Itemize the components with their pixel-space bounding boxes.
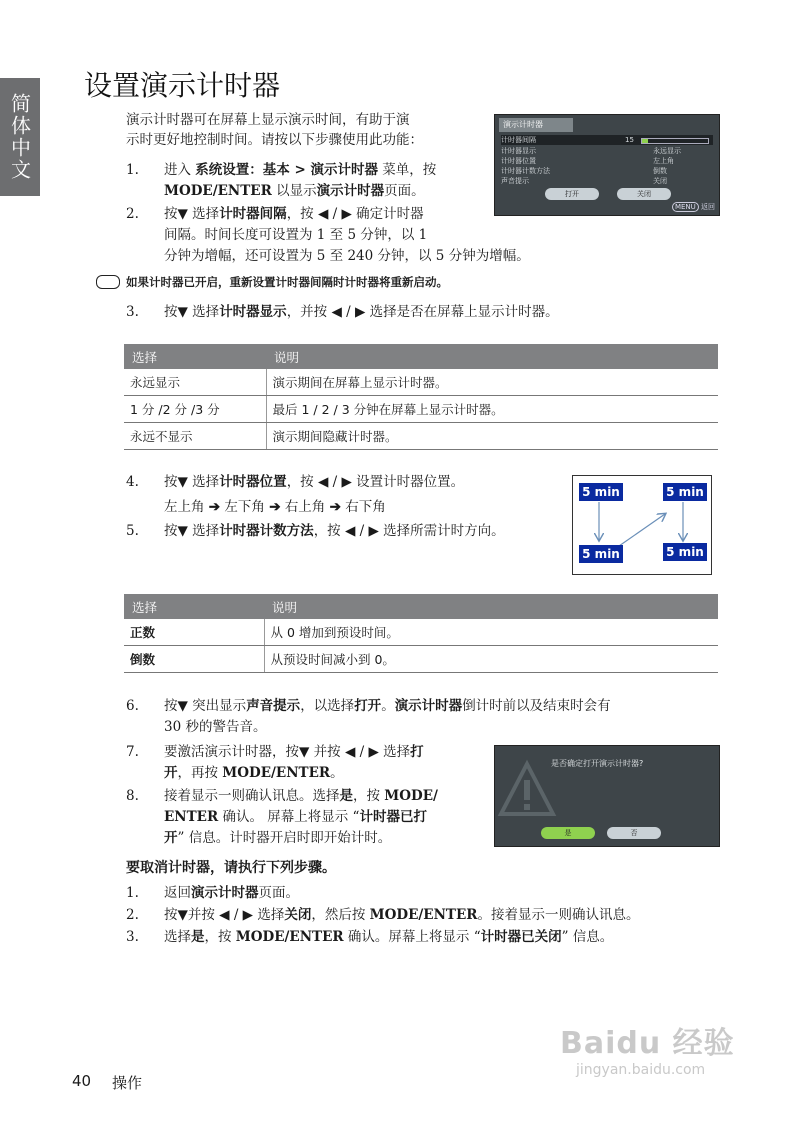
table-header: 说明 <box>264 594 718 619</box>
intro-line-2: 示时更好地控制时间。请按以下步骤使用此功能： <box>126 132 423 148</box>
step2-line3: 分钟为增幅，还可设置为 5 至 240 分钟，以 5 分钟为增幅。 <box>164 248 530 264</box>
pointing-hand-icon <box>96 275 120 289</box>
table-row: 永远显示 演示期间在屏幕上显示计时器。 <box>124 369 718 396</box>
step-number: 7. <box>126 744 139 760</box>
step-number: 3. <box>126 304 139 320</box>
step6-line1: 按▼ 突出显示声音提示，以选择打开。演示计时器倒计时前以及结束时会有 <box>164 698 611 714</box>
confirm-dialog-screenshot <box>494 745 720 847</box>
table-row: 1 分 /2 分 /3 分 最后 1 / 2 / 3 分钟在屏幕上显示计时器。 <box>124 396 718 423</box>
menu-row: 声音提示 关闭 <box>501 177 667 185</box>
cancel-step2: 按▼并按 ◀ / ▶ 选择关闭，然后按 MODE/ENTER。接着显示一则确认讯息。 <box>164 907 640 923</box>
table-header: 选择 <box>124 344 266 369</box>
step-number: 5. <box>126 523 139 539</box>
intro-line-1: 演示计时器可在屏幕上显示演示时间，有助于演 <box>126 112 410 128</box>
step4-line: 按▼ 选择计时器位置，按 ◀ / ▶ 设置计时器位置。 <box>164 474 465 490</box>
watermark-brand: Baidu 经验 <box>560 1026 735 1061</box>
timer-menu-screenshot <box>494 114 720 216</box>
yes-button[interactable]: 是 <box>541 827 595 839</box>
step-number: 6. <box>126 698 139 714</box>
table-header: 说明 <box>266 344 718 369</box>
note: 如果计时器已开启，重新设置计时器间隔时计时器将重新启动。 <box>96 274 448 290</box>
step1-line1: 进入 系统设置：基本 > 演示计时器 菜单，按 <box>164 162 437 178</box>
step8-line3: 开” 信息。计时器开启时即开始计时。 <box>164 830 392 846</box>
table-header: 选择 <box>124 594 264 619</box>
step5-line: 按▼ 选择计时器计数方法，按 ◀ / ▶ 选择所需计时方向。 <box>164 523 505 539</box>
step2-line2: 间隔。时间长度可设置为 1 至 5 分钟，以 1 <box>164 227 428 243</box>
position-sequence: 左上角 ➔ 左下角 ➔ 右上角 ➔ 右下角 <box>164 499 386 515</box>
menu-row: 计时器显示 永远显示 <box>501 147 681 155</box>
confirm-message: 是否确定打开演示计时器? <box>551 759 644 768</box>
cancel-heading: 要取消计时器，请执行下列步骤。 <box>126 860 336 876</box>
menu-title: 演示计时器 <box>499 118 573 132</box>
step6-line2: 30 秒的警告音。 <box>164 719 267 735</box>
section-name: 操作 <box>112 1074 143 1092</box>
menu-row: 计时器计数方法 倒数 <box>501 167 667 175</box>
table-row: 倒数 从预设时间减小到 0。 <box>124 646 718 673</box>
step3-line: 按▼ 选择计时器显示，并按 ◀ / ▶ 选择是否在屏幕上显示计时器。 <box>164 304 559 320</box>
table-row: 永远不显示 演示期间隐藏计时器。 <box>124 423 718 450</box>
step-number: 2. <box>126 206 139 222</box>
step-number: 1. <box>126 885 139 901</box>
step-number: 1. <box>126 162 139 178</box>
open-button[interactable]: 打开 <box>545 188 599 200</box>
timer-label-bottom-right: 5 min <box>663 543 707 561</box>
step2-line1: 按▼ 选择计时器间隔，按 ◀ / ▶ 确定计时器 <box>164 206 424 222</box>
timer-label-bottom-left: 5 min <box>579 545 623 563</box>
timer-label-top-right: 5 min <box>663 483 707 501</box>
page-title: 设置演示计时器 <box>84 69 281 102</box>
language-tab: 简体中文 <box>0 78 40 196</box>
timer-display-table <box>124 344 718 450</box>
step-number: 8. <box>126 788 139 804</box>
step7-line1: 要激活演示计时器，按▼ 并按 ◀ / ▶ 选择打 <box>164 744 424 760</box>
timer-label-top-left: 5 min <box>579 483 623 501</box>
step8-line2: ENTER 确认。 屏幕上将显示 “计时器已打 <box>164 809 427 825</box>
cancel-step3: 选择是，按 MODE/ENTER 确认。屏幕上将显示 “计时器已关闭” 信息。 <box>164 929 614 945</box>
step7-line2: 开，再按 MODE/ENTER。 <box>164 765 344 781</box>
count-method-table <box>124 594 718 673</box>
step-number: 2. <box>126 907 139 923</box>
menu-row: 计时器间隔 15 <box>501 135 713 145</box>
menu-row: 计时器位置 左上角 <box>501 157 674 165</box>
watermark-url: jingyan.baidu.com <box>576 1062 706 1078</box>
close-button[interactable]: 关闭 <box>617 188 671 200</box>
no-button[interactable]: 否 <box>607 827 661 839</box>
cancel-step1: 返回演示计时器页面。 <box>164 885 299 901</box>
table-row: 正数 从 0 增加到预设时间。 <box>124 619 718 646</box>
warning-icon <box>497 758 557 828</box>
step-number: 3. <box>126 929 139 945</box>
step8-line1: 接着显示一则确认讯息。选择是，按 MODE/ <box>164 788 438 804</box>
step1-line2: MODE/ENTER 以显示演示计时器页面。 <box>164 183 425 199</box>
timer-position-diagram <box>572 475 712 575</box>
page-number: 40 <box>72 1072 92 1090</box>
back-hint: MENU 返回 <box>672 202 715 212</box>
step-number: 4. <box>126 474 139 490</box>
watermark <box>560 1018 735 1078</box>
